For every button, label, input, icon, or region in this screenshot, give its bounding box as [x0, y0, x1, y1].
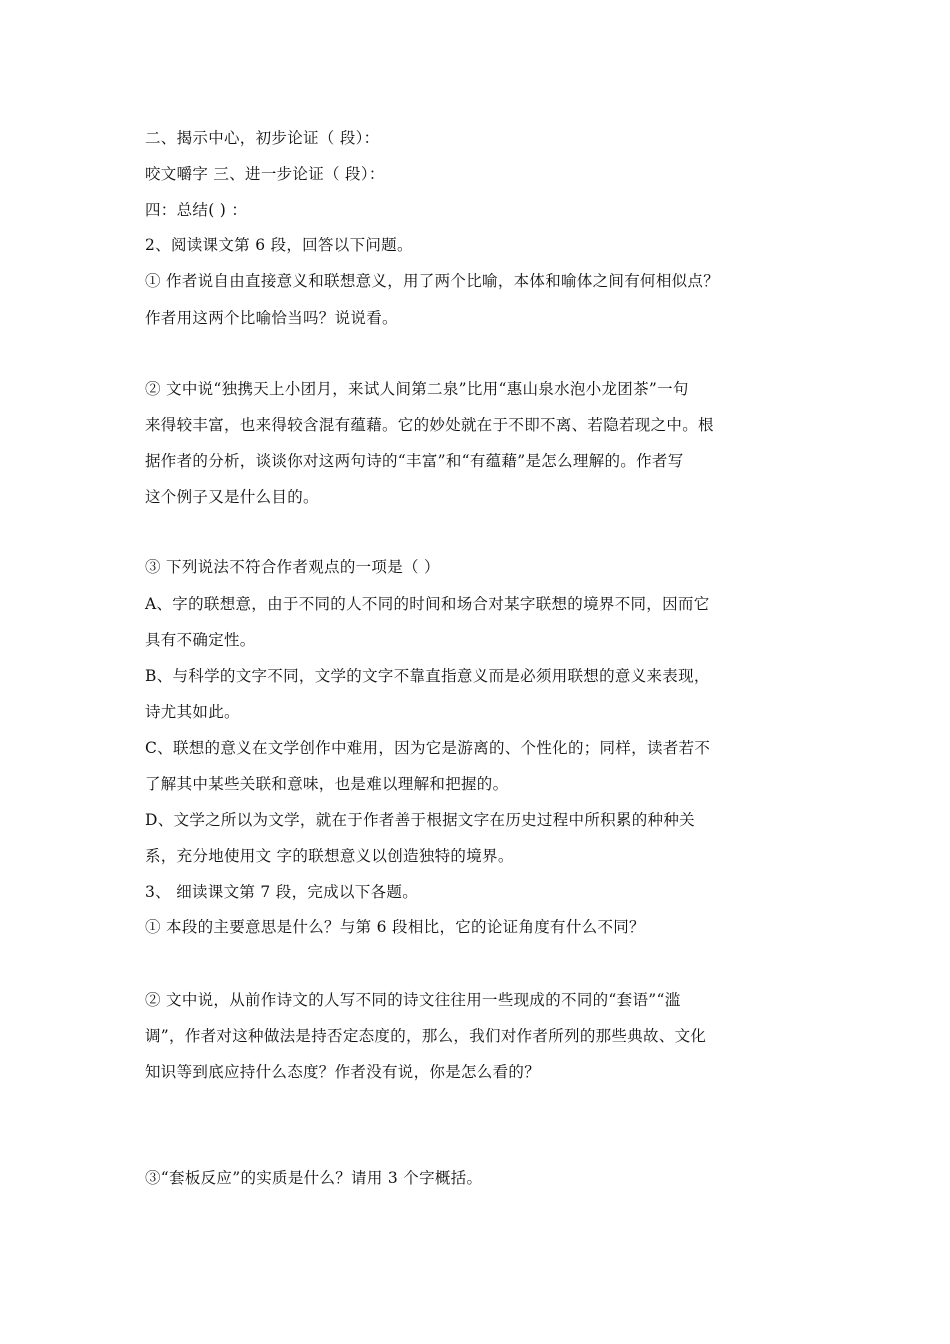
text-line: 作者用这两个比喻恰当吗？说说看。 [145, 309, 398, 327]
text-line: B、与科学的文字不同，文学的文字不靠直指意义而是必须用联想的意义来表现， [145, 667, 710, 685]
text-line: 来得较丰富，也来得较含混有蕴藉。它的妙处就在于不即不离、若隐若现之中。根 [145, 416, 714, 434]
text-line: A、字的联想意，由于不同的人不同的时间和场合对某字联想的境界不同，因而它 [145, 595, 710, 613]
text-line: 调”，作者对这种做法是持否定态度的，那么，我们对作者所列的那些典故、文化 [145, 1027, 707, 1045]
text-line: 这个例子又是什么目的。 [145, 488, 319, 506]
text-line: ② 文中说“独携天上小团月，来试人间第二泉”比用“惠山泉水泡小龙团茶”一句 [145, 380, 689, 398]
text-line: ② 文中说，从前作诗文的人写不同的诗文往往用一些现成的不同的“套语”“滥 [145, 991, 681, 1009]
text-line: 咬文嚼字 三、进一步论证（ 段）： [145, 165, 385, 183]
text-line: ① 本段的主要意思是什么？与第 6 段相比，它的论证角度有什么不同？ [145, 918, 645, 936]
text-line: 诗尤其如此。 [145, 703, 240, 721]
text-line: 二、揭示中心，初步论证（ 段）： [145, 129, 380, 147]
text-line: ① 作者说自由直接意义和联想意义，用了两个比喻，本体和喻体之间有何相似点？ [145, 272, 720, 290]
text-line: 3、 细读课文第 7 段，完成以下各题。 [145, 883, 419, 901]
text-line: 据作者的分析，谈谈你对这两句诗的“丰富”和“有蕴藉”是怎么理解的。作者写 [145, 452, 684, 470]
text-line: 2、阅读课文第 6 段，回答以下问题。 [145, 236, 413, 254]
text-line: D、文学之所以为文学，就在于作者善于根据文字在历史过程中所积累的种种关 [145, 811, 695, 829]
text-line: 系，充分地使用文 字的联想意义以创造独特的境界。 [145, 847, 514, 865]
text-line: 知识等到底应持什么态度？作者没有说，你是怎么看的？ [145, 1063, 541, 1081]
text-line: 四：总结( ) ： [145, 201, 248, 219]
text-line: 了解其中某些关联和意味，也是难以理解和把握的。 [145, 775, 509, 793]
text-line: 具有不确定性。 [145, 631, 256, 649]
text-line: ③ 下列说法不符合作者观点的一项是（ ） [145, 558, 440, 576]
text-line: ③“套板反应”的实质是什么？请用 3 个字概括。 [145, 1169, 483, 1187]
text-line: C、联想的意义在文学创作中难用，因为它是游离的、个性化的；同样，读者若不 [145, 739, 711, 757]
